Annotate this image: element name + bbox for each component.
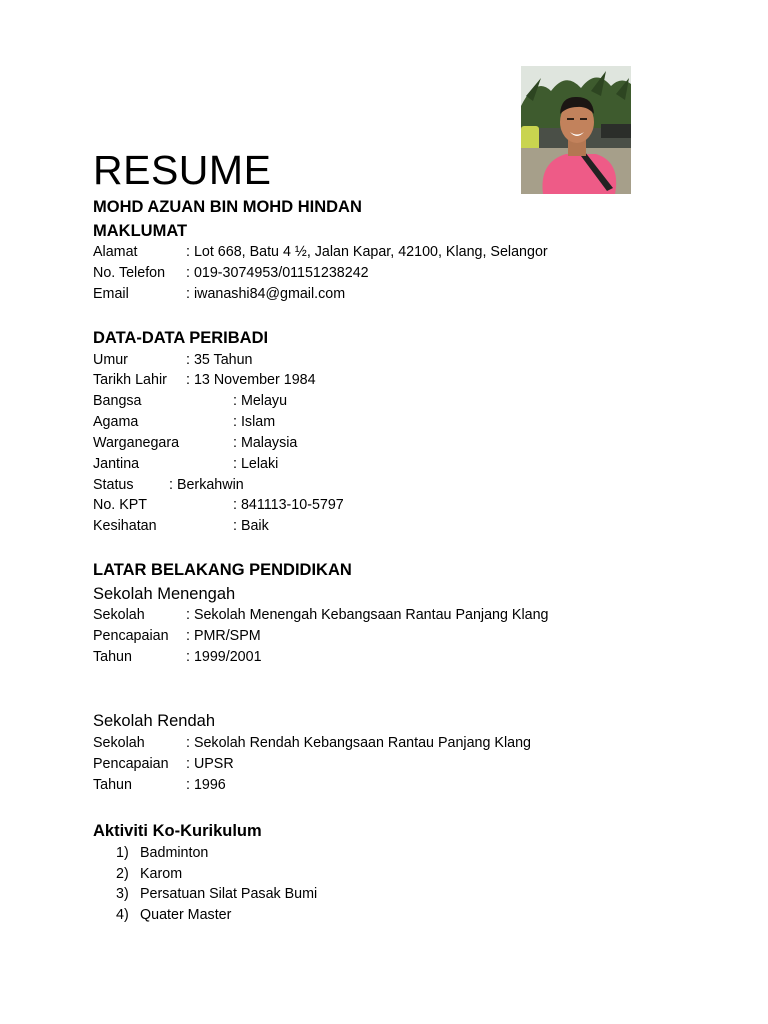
maklumat-heading: MAKLUMAT (93, 222, 188, 240)
telefon-value: : 019-3074953/01151238242 (186, 265, 369, 281)
list-item-number: 2) (116, 866, 129, 882)
jantina-label: Jantina (93, 456, 140, 472)
profile-photo (521, 66, 631, 194)
bangsa-label: Bangsa (93, 393, 142, 409)
telefon-label: No. Telefon (93, 265, 166, 281)
jantina-value: : Lelaki (233, 456, 279, 472)
menengah-tahun-value: : 1999/2001 (186, 649, 262, 665)
list-item: Quater Master (140, 907, 232, 923)
alamat-value: : Lot 668, Batu 4 ½, Jalan Kapar, 42100, Klang, Selangor (186, 244, 548, 260)
list-item: Persatuan Silat Pasak Bumi (140, 886, 318, 902)
umur-value: : 35 Tahun (186, 352, 253, 368)
rendah-pencapaian-value: : UPSR (186, 756, 234, 772)
menengah-pencapaian-value: : PMR/SPM (186, 628, 261, 644)
kesihatan-value: : Baik (233, 518, 269, 534)
menengah-pencapaian-label: Pencapaian (93, 628, 169, 644)
list-item-number: 1) (116, 845, 129, 861)
rendah-sekolah-label: Sekolah (93, 735, 145, 751)
rendah-tahun-value: : 1996 (186, 777, 226, 793)
email-label: Email (93, 286, 129, 302)
rendah-pencapaian-label: Pencapaian (93, 756, 169, 772)
menengah-heading: Sekolah Menengah (93, 585, 236, 603)
list-item: Karom (140, 866, 183, 882)
rendah-tahun-label: Tahun (93, 777, 132, 793)
umur-label: Umur (93, 352, 128, 368)
tarikh-lahir-value: : 13 November 1984 (186, 372, 316, 388)
bangsa-value: : Melayu (233, 393, 288, 409)
kpt-label: No. KPT (93, 497, 148, 513)
menengah-sekolah-label: Sekolah (93, 607, 145, 623)
full-name: MOHD AZUAN BIN MOHD HINDAN (93, 198, 362, 216)
alamat-label: Alamat (93, 244, 138, 260)
peribadi-heading: DATA-DATA PERIBADI (93, 329, 269, 347)
agama-label: Agama (93, 414, 139, 430)
kokurikulum-heading: Aktiviti Ko-Kurikulum (93, 822, 262, 840)
menengah-tahun-label: Tahun (93, 649, 132, 665)
resume-title: RESUME (93, 147, 272, 193)
list-item-number: 4) (116, 907, 129, 923)
tarikh-lahir-label: Tarikh Lahir (93, 372, 167, 388)
status-value: : Berkahwin (169, 477, 244, 493)
list-item-number: 3) (116, 886, 129, 902)
pendidikan-heading: LATAR BELAKANG PENDIDIKAN (93, 561, 352, 579)
menengah-sekolah-value: : Sekolah Menengah Kebangsaan Rantau Panjang Klang (186, 607, 549, 623)
kpt-value: : 841113-10-5797 (233, 497, 344, 513)
rendah-heading: Sekolah Rendah (93, 712, 216, 730)
email-value: : iwanashi84@gmail.com (186, 286, 346, 302)
rendah-sekolah-value: : Sekolah Rendah Kebangsaan Rantau Panjang Klang (186, 735, 531, 751)
status-label: Status (93, 477, 134, 493)
agama-value: : Islam (233, 414, 276, 430)
warganegara-value: : Malaysia (233, 435, 298, 451)
kesihatan-label: Kesihatan (93, 518, 157, 534)
warganegara-label: Warganegara (93, 435, 180, 451)
list-item: Badminton (140, 845, 209, 861)
